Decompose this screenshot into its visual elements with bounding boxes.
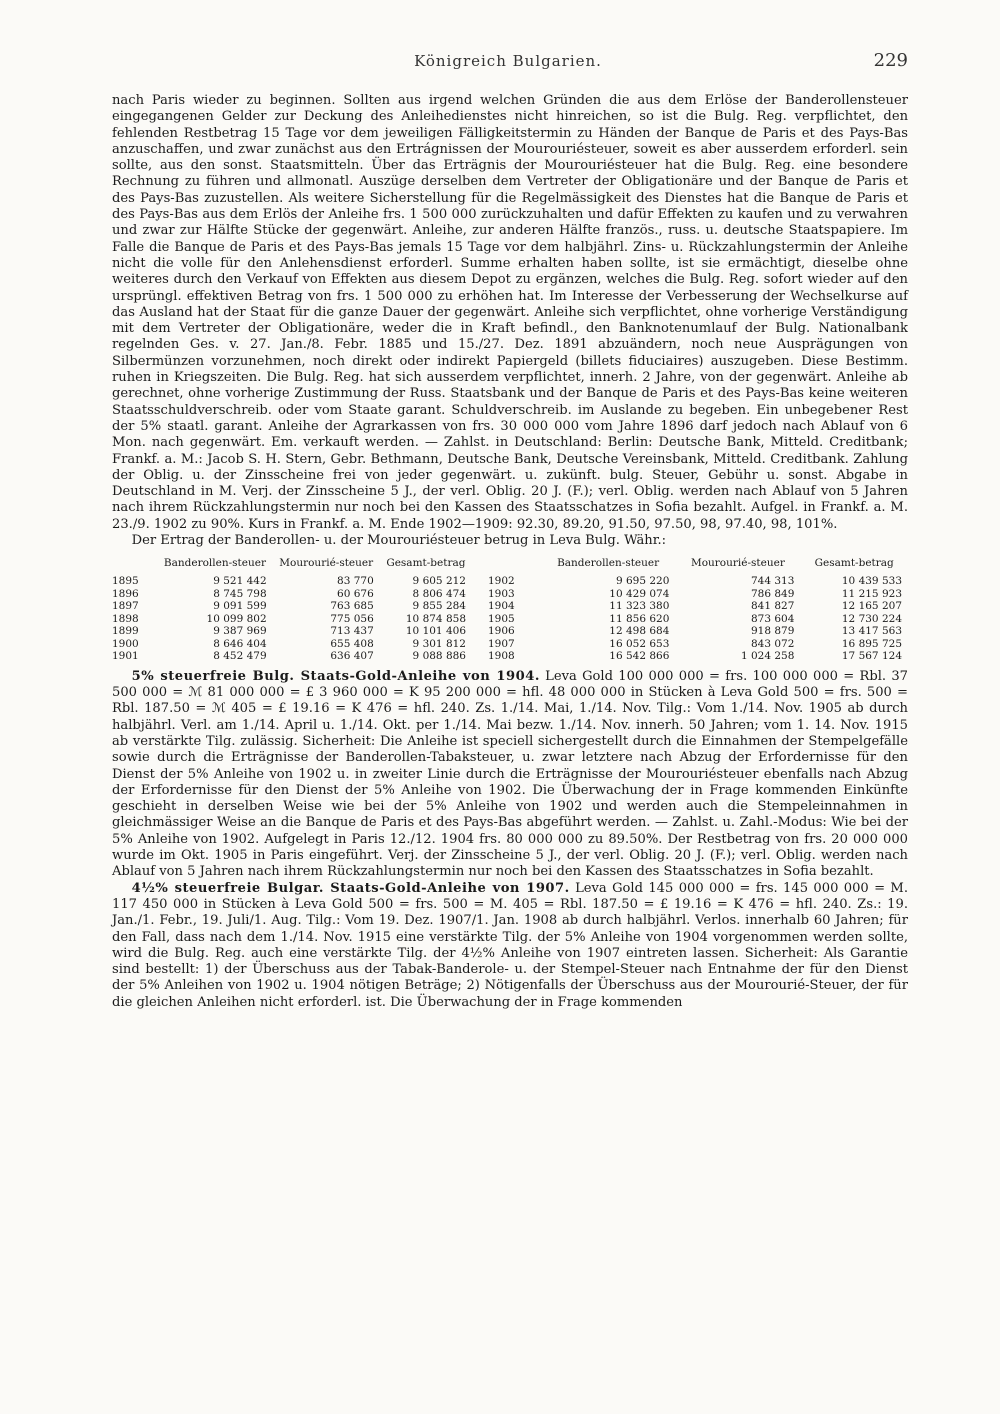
running-header [108, 52, 908, 80]
value-cell: 12 165 207 [841, 600, 902, 613]
table-row [488, 600, 908, 613]
year-cell: 1895 [112, 575, 139, 588]
year-cell: 1905 [488, 612, 515, 625]
table-row [488, 613, 908, 626]
table-row [112, 575, 472, 588]
value-cell: 9 855 284 [412, 600, 466, 613]
value-cell: 873 604 [750, 612, 795, 625]
value-cell: 10 874 858 [405, 612, 466, 625]
value-cell: 11 856 620 [609, 612, 670, 625]
value-cell: 8 745 798 [213, 587, 267, 600]
page-number: 229 [873, 50, 908, 71]
paragraph-1: nach Paris wieder zu beginnen. Sollten aus irgend welchen Gründen die aus dem Erlöse der Banderollensteuer eingegangenen Gelder zur Deckung des Anleihedienstes nicht hinreichen, so ist die Bulg. Reg. verpflichtet, den fehlenden Restbetrag 15 Tage vor dem jeweiligen Fälligkeitstermin zu Händen der Banque de Paris et des Pays-Bas anzuschaffen, und zwar zunächst aus den Ertrágnissen der Mourouriésteuer, soweit es aber ausserdem erforderl. sein sollte, aus den sonst. Staatsmitteln. Über das Erträgnis der Mourouriésteuer hat die Bulg. Reg. eine besondere Rechnung zu führen und allmonatl. Auszüge derselben dem Vertreter der Obligationäre und der Banque de Paris et des Pays-Bas zuzustellen. Als weitere Sicherstellung für die Regelmässigkeit des Dienstes hat die Banque de Paris et des Pays-Bas aus dem Erlös der Anleihe frs. 1 500 000 zurückzuhalten und dafür Effekten zu kaufen und zu verwahren und zwar zur Hälfte Stücke der gegenwärt. Anleihe, zur anderen Hälfte französ., russ. u. deutsche Staatspapiere. Im Falle die Banque de Paris et des Pays-Bas jemals 15 Tage vor dem halbjährl. Zins- u. Rückzahlungstermin der Anleihe nicht die volle für den Anlehensdienst erforderl. Summe erhalten haben sollte, ist sie ermächtigt, dieselbe ohne weiteres durch den Verkauf von Effekten aus diesem Depot zu ergänzen, welches die Bulg. Reg. sofort wieder auf den ursprüngl. effektiven Betrag von frs. 1 500 000 zu erhöhen hat. Im Interesse der Verbesserung der Wechselkurse auf das Ausland hat der Staat für die ganze Dauer der gegenwärt. Anleihe sich verpflichtet, ohne vorherige Verständigung mit dem Vertreter der Obligationäre, weder die in Kraft befindl., den Banknotenumlauf der Bulg. Nationalbank regelnden Ges. v. 27. Jan./8. Febr. 1885 und 15./27. Dez. 1891 abzuändern, noch neue Ausprägungen von Silbermünzen vorzunehmen, noch direkt oder indirekt Papiergeld (billets fiduciaires) auszugeben. Diese Bestimm. ruhen in Kriegszeiten. Die Bulg. Reg. hat sich ausserdem verpflichtet, innerh. 2 Jahre, von der gegenwärt. Anleihe ab gerechnet, ohne vorherige Zustimmung der Russ. Staatsbank und der Banque de Paris et des Pays-Bas keine weiteren Staatsschuldverschreib. oder vom Staate garant. Schuldverschreib. im Auslande zu begeben. Ein unbegebener Rest der 5% staatl. garant. Anleihe der Agrarkassen von frs. 30 000 000 vom Jahre 1896 darf jedoch nach Ablauf von 6 Mon. nach gegenwärt. Em. verkauft werden. — Zahlst. in Deutschland: Berlin: Deutsche Bank, Mitteld. Creditbank; Frankf. a. M.: Jacob S. H. Stern, Gebr. Bethmann, Deutsche Bank, Deutsche Vereinsbank, Mitteld. Creditbank. Zahlung der Oblig. u. der Zinsscheine frei von jeder gegenwärt. u. zukünft. bulg. Steuer, Gebühr u. sonst. Abgabe in Deutschland in M. Verj. der Zinsscheine 5 J., der verl. Oblig. 20 J. (F.); verl. Oblig. werden nach Ablauf von 5 Jahren nach ihrem Rückzahlungstermin nur noch bei den Kassen des Staatsschatzes in Sofia bezahlt. Aufgel. in Frankf. a. M. 23./9. 1902 zu 90%. Kurs in Frankf. a. M. Ende 1902—1909: 92.30, 89.20, 91.50, 97.50, 98, 97.40, 98, 101%. [112, 93, 908, 532]
value-cell: 9 301 812 [412, 637, 466, 650]
value-cell: 16 052 653 [609, 637, 670, 650]
value-cell: 12 730 224 [841, 612, 902, 625]
col-header-gesamt: Gesamt-betrag [814, 557, 894, 570]
value-cell: 10 101 406 [405, 625, 466, 638]
col-header-gesamt: Gesamt-betrag [386, 557, 466, 570]
year-cell: 1906 [488, 625, 515, 638]
value-cell: 12 498 684 [609, 625, 670, 638]
year-cell: 1904 [488, 600, 515, 613]
value-cell: 9 387 969 [213, 625, 267, 638]
year-cell: 1900 [112, 637, 139, 650]
col-header-mourourie: Mourourié-steuer [690, 557, 785, 570]
value-cell: 918 879 [750, 625, 795, 638]
value-cell: 9 521 442 [213, 575, 267, 588]
value-cell: 16 542 866 [609, 650, 670, 663]
value-cell: 713 437 [330, 625, 374, 638]
loan-1907-text: Leva Gold 145 000 000 = frs. 145 000 000 = M. 117 450 000 in Stücken à Leva Gold 500 = frs. 500 = M. 405 = Rbl. 187.50 = £ 19.16 = K 476 = hfl. 240. Zs.: 19. Jan./1. Febr., 19. Juli/1. Aug. Tilg.: Vom 19. Dez. 1907/1. Jan. 1908 ab durch halbjährl. Verlos. innerhalb 60 Jahren; für den Fall, dass nach dem 1./14. Nov. 1915 eine verstärkte Tilg. der 5% Anleihe von 1904 vorgenommen werden sollte, wird die Bulg. Reg. auch eine verstärkte Tilg. der 4½% Anleihe von 1907 eintreten lassen. Sicherheit: Als Garantie sind bestellt: 1) der Überschuss aus der Tabak-Banderole- u. der Stempel-Steuer nach Entnahme der für den Dienst der 5% Anleihen von 1902 u. 1904 nötigen Beträge; 2) Nötigenfalls der Überschuss aus der Mourourié-Steuer, der für die gleichen Anleihen nicht erforderl. ist. Die Überwachung der in Frage kommenden [112, 880, 908, 1010]
table-row [488, 650, 908, 663]
value-cell: 9 091 599 [213, 600, 267, 613]
col-header-banderollen: Banderollen-steuer [557, 557, 660, 570]
loan-1904-text: Leva Gold 100 000 000 = frs. 100 000 000 = Rbl. 37 500 000 = ℳ 81 000 000 = £ 3 960 000 = K 95 200 000 = hfl. 48 000 000 in Stücken à Leva Gold 500 = frs. 500 = Rbl. 187.50 = ℳ 405 = £ 19.16 = K 476 = hfl. 240. Zs. 1./14. Mai, 1./14. Nov. Tilg.: Vom 1./14. Nov. 1905 ab durch halbjährl. Verl. am 1./14. April u. 1./14. Okt. per 1./14. Mai bezw. 1./14. Nov. innerh. 50 Jahren; vom 1. 14. Nov. 1915 ab verstärkte Tilg. zulässig. Sicherheit: Die Anleihe ist speciell sichergestellt durch die Einnahmen der Stempelgefälle sowie durch die Erträgnisse der Banderollen-Tabaksteuer, u. zwar letztere nach Abzug der Erfordernisse für den Dienst der 5% Anleihe von 1902 u. in zweiter Linie durch die Erträgnisse der Mourouriésteuer ebenfalls nach Abzug der Erfordernisse für den Dienst der 5% Anleihe von 1902. Die Überwachung der in Frage kommenden Einkünfte geschieht in derselben Weise wie bei der 5% Anleihe von 1902 und werden auch die Stempeleinnahmen in gleichmässiger Weise an die Banque de Paris et des Pays-Bas abgeführt werden. — Zahlst. u. Zahl.-Modus: Wie bei der 5% Anleihe von 1902. Aufgelegt in Paris 12./12. 1904 frs. 80 000 000 zu 89.50%. Der Restbetrag von frs. 20 000 000 wurde im Okt. 1905 in Paris eingeführt. Verj. der Zinsscheine 5 J., der verl. Oblig. 20 J. (F.); verl. Oblig. werden nach Ablauf von 5 Jahren nach ihrem Rückzahlungstermin nur noch bei den Kassen des Staatsschatzes in Sofia bezahlt. [112, 668, 908, 880]
value-cell: 16 895 725 [841, 637, 902, 650]
body-text [112, 93, 908, 1011]
table-row [112, 613, 472, 626]
revenue-table-right [488, 557, 908, 663]
revenue-tables [112, 557, 908, 663]
table-row [488, 625, 908, 638]
value-cell: 786 849 [750, 587, 795, 600]
value-cell: 8 646 404 [213, 637, 267, 650]
value-cell: 10 439 533 [841, 575, 902, 588]
year-cell: 1907 [488, 637, 515, 650]
table-row [488, 588, 908, 601]
paragraph-loan-1907 [112, 881, 908, 1011]
page-title: Königreich Bulgarien. [414, 52, 602, 70]
col-header-mourourie: Mourourié-steuer [279, 557, 374, 570]
value-cell: 841 827 [750, 600, 795, 613]
table-row [112, 625, 472, 638]
value-cell: 83 770 [337, 575, 374, 588]
value-cell: 655 408 [330, 637, 374, 650]
value-cell: 11 323 380 [609, 600, 670, 613]
year-cell: 1901 [112, 650, 139, 663]
value-cell: 60 676 [337, 587, 374, 600]
loan-1904-heading: 5% steuerfreie Bulg. Staats-Gold-Anleihe von 1904. [131, 668, 540, 684]
year-cell: 1903 [488, 587, 515, 600]
value-cell: 9 695 220 [615, 575, 670, 588]
table-row [112, 600, 472, 613]
value-cell: 13 417 563 [841, 625, 902, 638]
revenue-table-left [112, 557, 472, 663]
table-row [488, 575, 908, 588]
value-cell: 744 313 [750, 575, 795, 588]
col-header-banderollen: Banderollen-steuer [163, 557, 266, 570]
value-cell: 8 452 479 [213, 650, 267, 663]
value-cell: 17 567 124 [841, 650, 902, 663]
year-cell: 1896 [112, 587, 139, 600]
year-cell: 1902 [488, 575, 515, 588]
table-row [488, 638, 908, 651]
paragraph-loan-1904 [112, 669, 908, 881]
value-cell: 843 072 [750, 637, 795, 650]
value-cell: 8 806 474 [412, 587, 466, 600]
value-cell: 775 056 [330, 612, 374, 625]
year-cell: 1908 [488, 650, 515, 663]
year-cell: 1898 [112, 612, 139, 625]
value-cell: 763 685 [330, 600, 374, 613]
value-cell: 9 605 212 [412, 575, 466, 588]
value-cell: 9 088 886 [412, 650, 466, 663]
value-cell: 636 407 [330, 650, 374, 663]
value-cell: 1 024 258 [740, 650, 795, 663]
table-row [112, 650, 472, 663]
value-cell: 11 215 923 [841, 587, 902, 600]
loan-1907-heading: 4½% steuerfreie Bulgar. Staats-Gold-Anleihe von 1907. [131, 880, 570, 896]
table-row [112, 638, 472, 651]
value-cell: 10 099 802 [206, 612, 267, 625]
year-cell: 1899 [112, 625, 139, 638]
value-cell: 10 429 074 [609, 587, 670, 600]
paragraph-revenue-intro: Der Ertrag der Banderollen- u. der Mourouriésteuer betrug in Leva Bulg. Währ.: [131, 533, 667, 549]
table-row [112, 588, 472, 601]
year-cell: 1897 [112, 600, 139, 613]
